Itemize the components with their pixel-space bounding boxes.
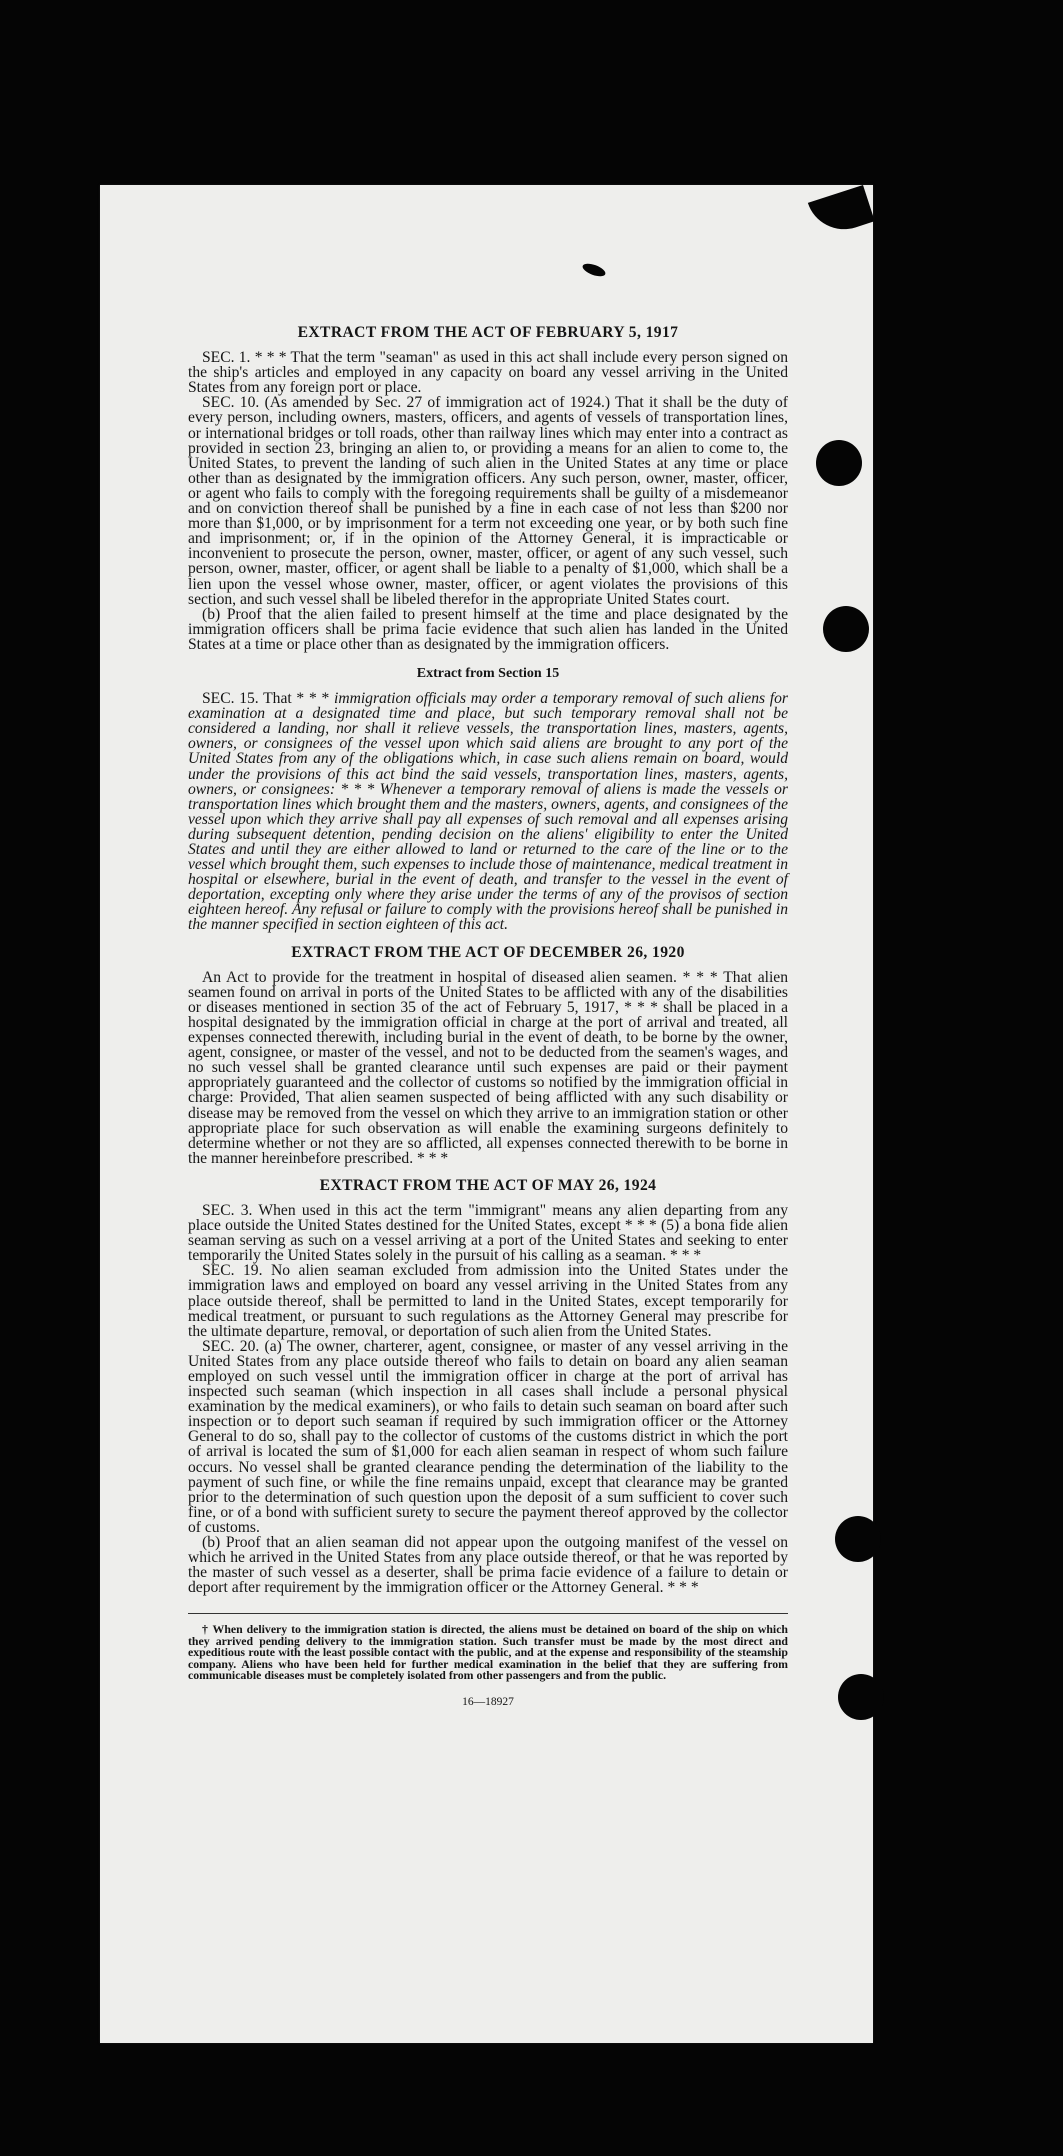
section-15-text: immigration officials may order a temporary removal of such aliens for examination at a designated time and place, but such temporary removal shall not be considered a landing, nor shall it relieve vessels, the transportation lines, masters, agents, owners, or consignees of the vessel upon which said aliens are brought to any port of the United States from any of the obligations which, in case such aliens remain on board, would under the provisions of this act bind the said vessels, transportation lines, masters, agents, owners, or consignees: * * * Whenever a temporary removal of aliens is made the vessels or transportation lines which brought them and the masters, owners, agents, and consignees of the vessel upon which they arrive shall pay all expenses of such removal and all expenses arising during subsequent detention, pending decision on the aliens' eligibility to enter the United States and until they are either allowed to land or returned to the care of the line or to the vessel which brought them, such expenses to include those of maintenance, medical treatment in hospital or elsewhere, burial in the event of death, and transfer to the vessel in the event of deportation, excepting only where they arise under the terms of any of the provisos of section eighteen hereof. Any refusal or failure to comply with the provisions hereof shall be punished in the manner specified in section eighteen of this act.: [188, 690, 788, 934]
heading-act-1917: EXTRACT FROM THE ACT OF FEBRUARY 5, 1917: [297, 324, 679, 341]
subheading-section-15: Extract from Section 15: [416, 665, 560, 681]
punch-hole-3: [835, 1516, 881, 1562]
section-20: SEC. 20. (a) The owner, charterer, agent, consignee, or master of any vessel arriving in the United States from any place outside thereof who fails to detain on board any alien seaman employed on such vessel until the immigration officer in charge at the port of arrival has inspected such seaman (which inspection in all cases shall include a personal physical examination by the medical examiners), or who fails to detain such seaman on board after such inspection or to deport such seaman if required by such immigration officer or the Attorney General to do so, shall pay to the collector of customs of the customs district in which the port of arrival is located the sum of $1,000 for each alien seaman in respect of whom such failure occurs. No vessel shall be granted clearance pending the determination of the liability to the payment of such fine, or while the fine remains unpaid, except that clearance may be granted prior to the determination of such question upon the deposit of a sum sufficient to cover such fine, or of a bond with sufficient surety to secure the payment thereof approved by the collector of customs.: [188, 1337, 788, 1536]
form-code: 16—18927: [462, 1696, 514, 1709]
punch-hole-1: [816, 440, 862, 486]
section-3: SEC. 3. When used in this act the term "immigrant" means any alien departing from any place outside the United States destined for the United States, except * * * (5) a bona fide alien seaman serving as such on a vessel arriving at a port of the United States and seeking to enter temporarily the United States solely in the pursuit of his calling as a seaman. * * *: [188, 1201, 788, 1265]
section-20-b: (b) Proof that an alien seaman did not appear upon the outgoing manifest of the vessel on which he arrived in the United States from any place outside thereof, or that he was reported by the master of such vessel as a deserter, shall be prima facie evidence of a failure to detain or deport after requirement by the immigration officer or the Attorney General. * * *: [188, 1534, 788, 1597]
footnote-text: † When delivery to the immigration station is directed, the aliens must be detained on board of the ship on which they arrived pending delivery to the immigration station. Such transfer must be made by the most direct and expeditious route with the least possible contact with the public, and at the expense and responsibility of the steamship company. Aliens who have been held for further medical examination in the belief that they are suffering from communicable diseases must be completely isolated from other passengers and from the public.: [188, 1622, 788, 1683]
document-body: [188, 325, 788, 1711]
section-10-b: (b) Proof that the alien failed to present himself at the time and place designated by the immigration officers shall be prima facie evidence that such alien has landed in the United States at a time or place other than as designated by the immigration officers.: [188, 605, 788, 653]
section-15-lead: SEC. 15. That * * *: [202, 690, 334, 708]
torn-corner: [808, 185, 875, 239]
section-19: SEC. 19. No alien seaman excluded from admission into the United States under the immigration laws and employed on board any vessel arriving in the United States from any place outside thereof, shall be permitted to land in the United States, except temporarily for medical treatment, or pursuant to such regulations as the Attorney General may prescribe for the ultimate departure, removal, or deportation of such alien from the United States.: [188, 1262, 788, 1340]
heading-act-1924: EXTRACT FROM THE ACT OF MAY 26, 1924: [319, 1176, 657, 1194]
document-page: [100, 185, 873, 2043]
section-10: SEC. 10. (As amended by Sec. 27 of immigration act of 1924.) That it shall be the duty of every person, including owners, masters, officers, and agents of vessels of transportation lines, or international bridges or toll roads, other than railway lines which may enter into a contract as provided in section 23, bringing an alien to, or providing a means for an alien to come to, the United States, to prevent the landing of such alien in the United States at any time or place other than as designated by the immigration officers. Any such person, owner, master, officer, or agent who fails to comply with the foregoing requirements shall be guilty of a misdemeanor and on conviction thereof shall be punished by a fine in each case of not less than $200 nor more than $1,000, or by imprisonment for a term not exceeding one year, or by both such fine and imprisonment; or, if in the opinion of the Attorney General, it is impracticable or inconvenient to prosecute the person, owner, master, officer, or agent of any such vessel, such person, owner, master, officer, or agent shall be liable to a penalty of $1,000, which shall be a lien upon the vessel whose owner, master, officer, or agent violates the provisions of this section, and such vessel shall be libeled therefor in the appropriate United States court.: [188, 394, 788, 608]
section-15: [188, 691, 788, 933]
ink-blot: [581, 261, 607, 279]
punch-hole-4: [838, 1674, 884, 1720]
act-1920-text: An Act to provide for the treatment in hospital of diseased alien seamen. * * * That alien seamen found on arrival in ports of the United States to be afflicted with any of the disabilities or diseases mentioned in section 35 of the act of February 5, 1917, * * * shall be placed in a hospital designated by the immigration official in charge at the port of arrival and treated, all expenses connected therewith, including burial in the event of death, to be borne by the owner, agent, consignee, or master of the vessel, and not to be deducted from the seamen's wages, and no such vessel shall be granted clearance until such expenses are paid or their payment appropriately guaranteed and the collector of customs so notified by the immigration official in charge: Provided, That alien seamen suspected of being afflicted with any such disability or disease may be removed from the vessel on which they arrive to an immigration station or other appropriate place for such observation as will enable the examining surgeons definitely to determine whether or not they are so afflicted, all expenses connected therewith to be borne in the manner hereinbefore prescribed. * * *: [188, 968, 788, 1167]
punch-hole-2: [823, 606, 869, 652]
footnote: [188, 1624, 788, 1681]
heading-act-1920: EXTRACT FROM THE ACT OF DECEMBER 26, 1920: [291, 943, 685, 961]
footnote-divider: [188, 1613, 788, 1614]
section-1: SEC. 1. * * * That the term "seaman" as used in this act shall include every person signed on the ship's articles and employed in any capacity on board any vessel arriving in the United States from any foreign port or place.: [188, 349, 788, 397]
